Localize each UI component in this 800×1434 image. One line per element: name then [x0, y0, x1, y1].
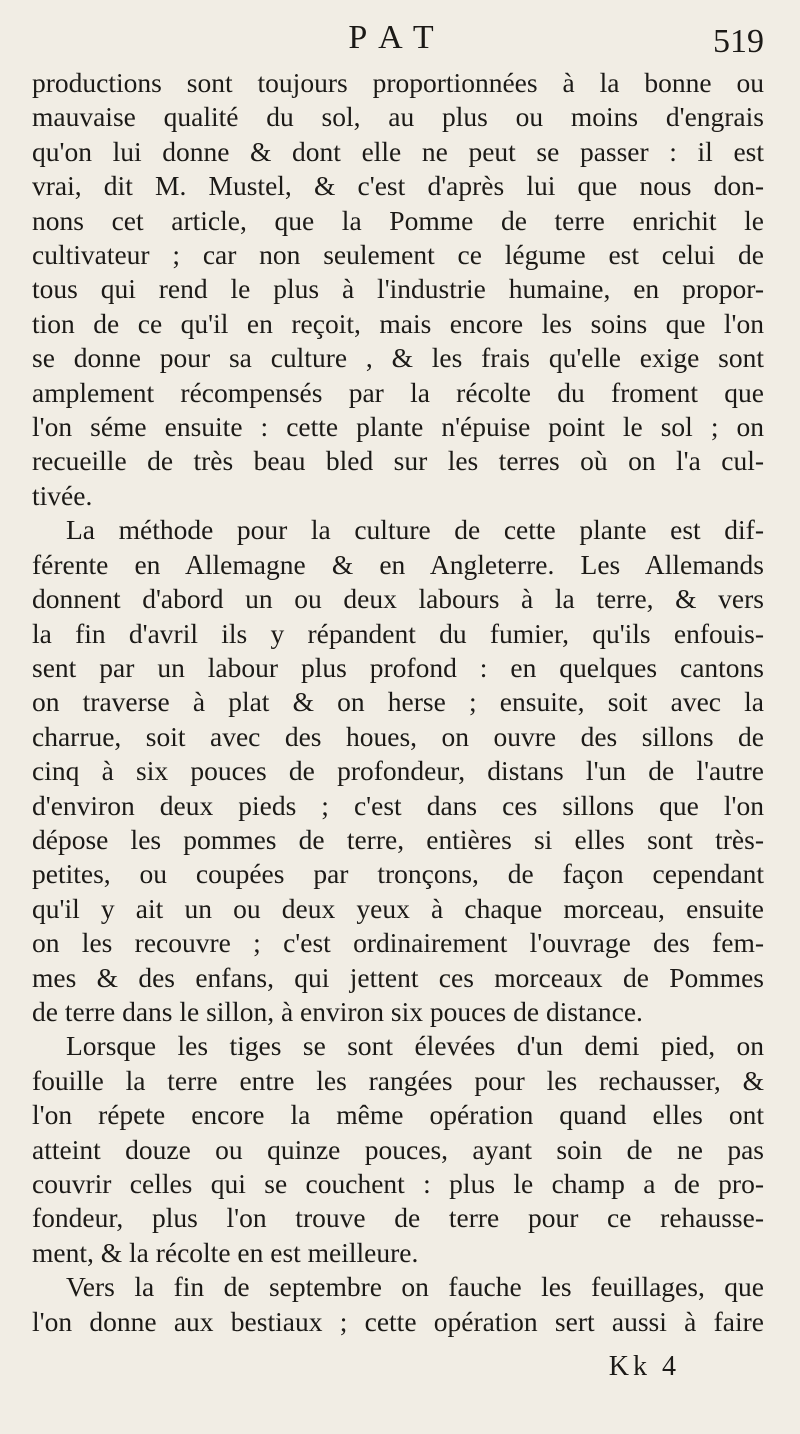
text-line: d'environ deux pieds ; c'est dans ces sillons que l'on	[32, 789, 764, 821]
text-line: on les recouvre ; c'est ordinairement l'ouvrage des fem-	[32, 927, 764, 959]
signature-mark: Kk 4	[608, 1351, 680, 1382]
text-line: tion de ce qu'il en reçoit, mais encore les soins que l'on	[32, 307, 764, 339]
paragraph-3	[32, 1029, 764, 1270]
text-line: amplement récompensés par la récolte du froment que	[32, 376, 764, 408]
page-number: 519	[713, 23, 764, 60]
text-line: fouille la terre entre les rangées pour les rechausser, &	[32, 1064, 764, 1096]
text-line: férente en Allemagne & en Angleterre. Les Allemands	[32, 548, 764, 580]
text-line: qu'on lui donne & dont elle ne peut se passer : il est	[32, 135, 764, 167]
body-text	[32, 66, 764, 1339]
text-line: atteint douze ou quinze pouces, ayant soin de ne pas	[32, 1133, 764, 1165]
text-line: l'on séme ensuite : cette plante n'épuise point le sol ; on	[32, 411, 764, 443]
paragraph-1	[32, 66, 764, 513]
text-line: tous qui rend le plus à l'industrie humaine, en propor-	[32, 273, 764, 305]
text-line: dépose les pommes de terre, entières si elles sont très-	[32, 823, 764, 855]
text-line: La méthode pour la culture de cette plante est dif-	[66, 514, 764, 546]
text-line: couvrir celles qui se couchent : plus le champ a de pro-	[32, 1168, 764, 1199]
text-line: Lorsque les tiges se sont élevées d'un demi pied, on	[66, 1030, 764, 1062]
text-line: nons cet article, que la Pomme de terre enrichit le	[32, 204, 764, 236]
text-line: mes & des enfans, qui jettent ces morceaux de Pommes	[32, 961, 764, 993]
paragraph-2	[32, 513, 764, 1029]
text-line: vrai, dit M. Mustel, & c'est d'après lui que nous don-	[32, 170, 764, 202]
text-line: sent par un labour plus profond : en quelques cantons	[32, 651, 764, 683]
text-line: charrue, soit avec des houes, on ouvre des sillons de	[32, 720, 764, 752]
text-line: qu'il y ait un ou deux yeux à chaque morceau, ensuite	[32, 892, 764, 924]
text-line: Vers la fin de septembre on fauche les feuillages, que	[66, 1271, 764, 1303]
text-line: ment, & la récolte en est meilleure.	[32, 1236, 419, 1268]
text-line: l'on donne aux bestiaux ; cette opération sert aussi à faire	[32, 1305, 764, 1337]
text-line: donnent d'abord un ou deux labours à la terre, & vers	[32, 583, 764, 615]
text-line: cinq à six pouces de profondeur, distans l'un de l'autre	[32, 755, 764, 787]
text-line: fondeur, plus l'on trouve de terre pour ce rehausse-	[32, 1202, 764, 1234]
text-line: tivée.	[32, 479, 93, 511]
running-head	[32, 18, 764, 68]
text-line: productions sont toujours proportionnées à la bonne ou	[32, 67, 764, 98]
paragraph-4	[32, 1270, 764, 1339]
text-line: cultivateur ; car non seulement ce légume est celui de	[32, 239, 764, 271]
text-line: la fin d'avril ils y répandent du fumier, qu'ils enfouis-	[32, 617, 764, 649]
text-line: petites, ou coupées par tronçons, de façon cependant	[32, 858, 764, 890]
text-line: on traverse à plat & on herse ; ensuite, soit avec la	[32, 686, 764, 718]
text-line: recueille de très beau bled sur les terres où on l'a cul-	[32, 445, 764, 477]
text-line: l'on répete encore la même opération quand elles ont	[32, 1099, 764, 1131]
text-line: de terre dans le sillon, à environ six pouces de distance.	[32, 995, 643, 1027]
text-line: se donne pour sa culture , & les frais qu'elle exige sont	[32, 342, 764, 374]
running-title: PAT	[348, 19, 448, 56]
text-line: mauvaise qualité du sol, au plus ou moins d'engrais	[32, 101, 764, 133]
